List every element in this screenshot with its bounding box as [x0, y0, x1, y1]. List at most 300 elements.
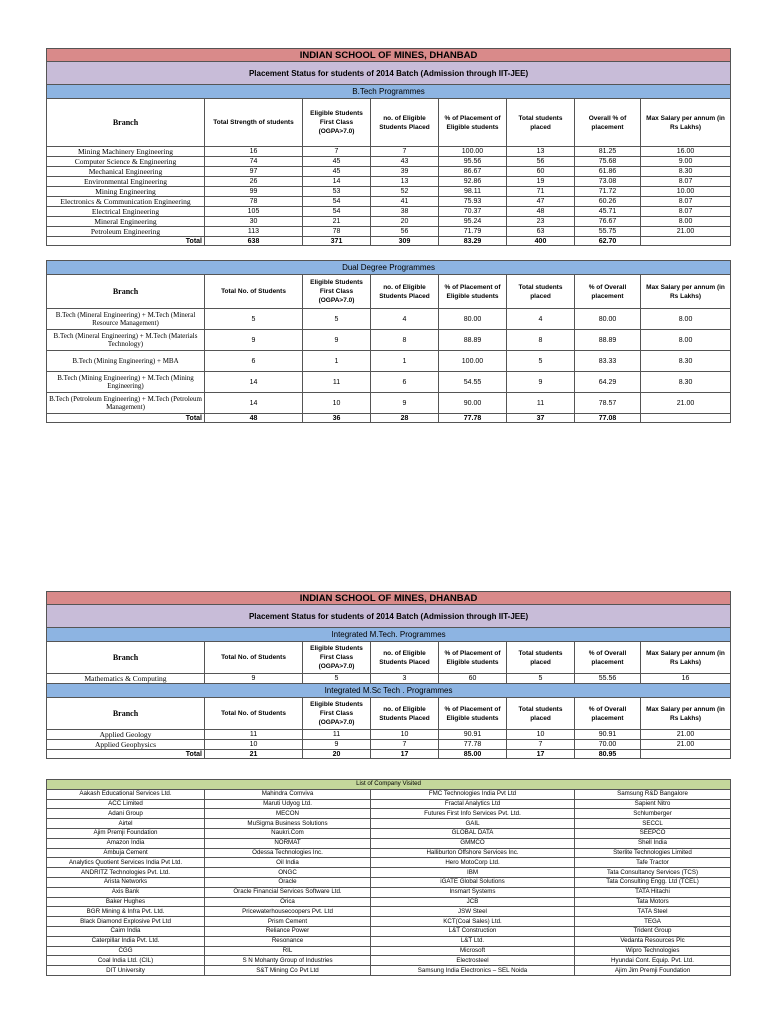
btech-section: [46, 48, 730, 246]
school-title: INDIAN SCHOOL OF MINES, DHANBAD: [47, 49, 731, 62]
table-cell: 100.00: [439, 147, 507, 157]
total-cell: 80.95: [575, 750, 641, 759]
company-row: [47, 887, 731, 897]
table-cell: 80.00: [575, 309, 641, 330]
table-cell: 8.30: [641, 167, 731, 177]
table-cell: JSW Steel: [371, 907, 575, 917]
table-cell: 26: [205, 177, 303, 187]
company-cell: Amazon India: [47, 838, 205, 848]
col-header: Eligible Students First Class (OGPA>7.0): [303, 99, 371, 147]
table-cell: 41: [371, 197, 439, 207]
table-cell: 5: [507, 351, 575, 372]
col-header: no. of Eligible Students Placed: [371, 698, 439, 730]
table-cell: 5: [303, 309, 371, 330]
table-cell: Prism Cement: [205, 917, 371, 927]
table-cell: S&T Mining Co Pvt Ltd: [205, 966, 371, 976]
company-cell: ACC Limited: [47, 799, 205, 809]
branch-cell: Electronics & Communication Engineering: [47, 197, 205, 207]
table-row: [47, 330, 731, 351]
table-cell: 8.00: [641, 330, 731, 351]
table-cell: Vedanta Resources Plc: [575, 936, 731, 946]
table-row: [47, 147, 731, 157]
col-header: % of Placement of Eligible students: [439, 642, 507, 674]
table-cell: Orica: [205, 897, 371, 907]
table-row: [47, 197, 731, 207]
total-cell: 21: [205, 750, 303, 759]
branch-cell: Petroleum Engineering: [47, 227, 205, 237]
table-cell: 10.00: [641, 187, 731, 197]
dual-total-row: [47, 414, 731, 423]
col-header: Branch: [47, 642, 205, 674]
total-cell: [641, 237, 731, 246]
total-label: Total: [47, 414, 205, 423]
table-cell: Wipro Technologies: [575, 946, 731, 956]
table-cell: 83.33: [575, 351, 641, 372]
company-cell: CGG: [47, 946, 205, 956]
table-cell: 13: [507, 147, 575, 157]
table-cell: FMC Technologies India Pvt Ltd: [371, 789, 575, 799]
col-header: Max Salary per annum (in Rs Lakhs): [641, 99, 731, 147]
branch-cell: B.Tech (Mineral Engineering) + M.Tech (Materials Technology): [47, 330, 205, 351]
table-cell: 7: [303, 147, 371, 157]
table-cell: KCT(Coal Sales) Ltd.: [371, 917, 575, 927]
table-row: [47, 309, 731, 330]
table-cell: TATA Steel: [575, 907, 731, 917]
branch-cell: Environmental Engineering: [47, 177, 205, 187]
table-cell: 19: [507, 177, 575, 187]
table-cell: GAIL: [371, 819, 575, 829]
table-row: [47, 167, 731, 177]
table-cell: 14: [205, 372, 303, 393]
btech-title: B.Tech Programmes: [47, 85, 731, 99]
company-cell: Analytics Quotient Services India Pvt Ltd.: [47, 858, 205, 868]
table-row: [47, 730, 731, 740]
table-cell: Shell India: [575, 838, 731, 848]
company-row: [47, 809, 731, 819]
table-cell: 60: [507, 167, 575, 177]
company-cell: Adani Group: [47, 809, 205, 819]
col-header: Total No. of Students: [205, 275, 303, 309]
table-row: [47, 187, 731, 197]
company-row: [47, 819, 731, 829]
table-cell: 60.26: [575, 197, 641, 207]
table-cell: 52: [371, 187, 439, 197]
table-cell: 5: [205, 309, 303, 330]
table-cell: 80.00: [439, 309, 507, 330]
table-cell: 54: [303, 197, 371, 207]
branch-cell: Applied Geophysics: [47, 740, 205, 750]
table-cell: 105: [205, 207, 303, 217]
table-cell: 47: [507, 197, 575, 207]
table-cell: Tata Consultancy Services (TCS): [575, 868, 731, 878]
table-cell: Naukri.Com: [205, 828, 371, 838]
table-cell: 53: [303, 187, 371, 197]
table-cell: 21.00: [641, 227, 731, 237]
imsc-title: Integrated M.Sc Tech . Programmes: [47, 684, 731, 698]
table-cell: Trident Group: [575, 926, 731, 936]
table-cell: 21: [303, 217, 371, 227]
company-row: [47, 917, 731, 927]
col-header: Eligible Students First Class (OGPA>7.0): [303, 642, 371, 674]
table-cell: 86.67: [439, 167, 507, 177]
company-row: [47, 858, 731, 868]
table-cell: 9: [205, 674, 303, 684]
table-cell: 4: [371, 309, 439, 330]
table-cell: 9: [303, 740, 371, 750]
table-row: [47, 372, 731, 393]
col-header: Total students placed: [507, 642, 575, 674]
table-cell: SECCL: [575, 819, 731, 829]
btech-table: [46, 48, 731, 246]
table-cell: 16: [205, 147, 303, 157]
dual-header-row: [47, 275, 731, 309]
table-cell: 99: [205, 187, 303, 197]
table-cell: 88.89: [575, 330, 641, 351]
company-cell: Ajim Premji Foundation: [47, 828, 205, 838]
table-row: [47, 393, 731, 414]
table-row: [47, 674, 731, 684]
table-cell: 8.30: [641, 351, 731, 372]
col-header: % of Overall placement: [575, 275, 641, 309]
table-cell: 78: [303, 227, 371, 237]
company-cell: Aakash Educational Services Ltd.: [47, 789, 205, 799]
table-cell: 64.29: [575, 372, 641, 393]
table-cell: 76.67: [575, 217, 641, 227]
table-cell: Resonance: [205, 936, 371, 946]
branch-cell: Computer Science & Engineering: [47, 157, 205, 167]
table-cell: 95.24: [439, 217, 507, 227]
total-cell: 638: [205, 237, 303, 246]
col-header: Max Salary per annum (in Rs Lakhs): [641, 642, 731, 674]
table-cell: Tafe Tractor: [575, 858, 731, 868]
table-cell: 8.00: [641, 217, 731, 227]
table-cell: L&T Construction: [371, 926, 575, 936]
total-cell: [641, 414, 731, 423]
btech-total-row: [47, 237, 731, 246]
table-cell: 8.07: [641, 177, 731, 187]
table-cell: 1: [303, 351, 371, 372]
branch-cell: Mining Machinery Engineering: [47, 147, 205, 157]
placement-subtitle-2: Placement Status for students of 2014 Batch (Admission through IIT-JEE): [47, 605, 731, 628]
company-cell: Baker Hughes: [47, 897, 205, 907]
integrated-section: [46, 591, 730, 759]
table-cell: Sterlite Technologies Limited: [575, 848, 731, 858]
table-cell: 55.56: [575, 674, 641, 684]
company-row: [47, 838, 731, 848]
table-cell: 11: [303, 372, 371, 393]
table-cell: MuSigma Business Solutions: [205, 819, 371, 829]
table-cell: L&T Ltd.: [371, 936, 575, 946]
integrated-table: [46, 591, 731, 759]
total-cell: 77.08: [575, 414, 641, 423]
total-cell: 17: [507, 750, 575, 759]
total-cell: 400: [507, 237, 575, 246]
table-cell: 10: [371, 730, 439, 740]
col-header: % of Overall placement: [575, 698, 641, 730]
table-cell: iGATE Global Solutions: [371, 877, 575, 887]
table-row: [47, 157, 731, 167]
table-cell: Microsoft: [371, 946, 575, 956]
table-cell: 8.07: [641, 197, 731, 207]
table-cell: 98.11: [439, 187, 507, 197]
table-cell: 7: [507, 740, 575, 750]
table-cell: JCB: [371, 897, 575, 907]
table-row: [47, 351, 731, 372]
company-cell: ANDRITZ Technologies Pvt. Ltd.: [47, 868, 205, 878]
table-cell: IBM: [371, 868, 575, 878]
company-cell: DIT University: [47, 966, 205, 976]
table-cell: 21.00: [641, 730, 731, 740]
table-cell: 5: [507, 674, 575, 684]
col-header: % of Placement of Eligible students: [439, 698, 507, 730]
col-header: Branch: [47, 99, 205, 147]
table-cell: Tata Consulting Engg. Ltd (TCEL): [575, 877, 731, 887]
table-cell: 81.25: [575, 147, 641, 157]
table-cell: Maruti Udyog Ltd.: [205, 799, 371, 809]
table-cell: 11: [507, 393, 575, 414]
table-cell: 8.30: [641, 372, 731, 393]
total-cell: 83.29: [439, 237, 507, 246]
table-cell: 6: [205, 351, 303, 372]
imtech-title: Integrated M.Tech. Programmes: [47, 628, 731, 642]
companies-section: [46, 779, 730, 976]
table-cell: 7: [371, 147, 439, 157]
company-row: [47, 897, 731, 907]
col-header: % of Overall placement: [575, 642, 641, 674]
table-cell: 8.00: [641, 309, 731, 330]
col-header: Eligible Students First Class (OGPA>7.0): [303, 275, 371, 309]
table-cell: 95.56: [439, 157, 507, 167]
table-cell: 9: [205, 330, 303, 351]
company-row: [47, 877, 731, 887]
table-cell: TEGA: [575, 917, 731, 927]
company-cell: Black Diamond Explosive Pvt Ltd: [47, 917, 205, 927]
table-cell: 9: [303, 330, 371, 351]
col-header: Total No. of Students: [205, 642, 303, 674]
company-row: [47, 868, 731, 878]
col-header: no. of Eligible Students Placed: [371, 99, 439, 147]
table-cell: 71: [507, 187, 575, 197]
table-cell: 10: [507, 730, 575, 740]
company-cell: Coal India Ltd. (CIL): [47, 956, 205, 966]
table-cell: 9.00: [641, 157, 731, 167]
table-cell: 5: [303, 674, 371, 684]
table-cell: Pricewaterhousecoopers Pvt. Ltd: [205, 907, 371, 917]
dual-table: [46, 260, 731, 423]
col-header: Total Strength of students: [205, 99, 303, 147]
company-row: [47, 828, 731, 838]
table-cell: Mahindra Comviva: [205, 789, 371, 799]
placement-subtitle: Placement Status for students of 2014 Batch (Admission through IIT-JEE): [47, 62, 731, 85]
total-cell: 77.78: [439, 414, 507, 423]
table-cell: TATA Hitachi: [575, 887, 731, 897]
table-row: [47, 217, 731, 227]
table-cell: 90.91: [575, 730, 641, 740]
company-cell: Axis Bank: [47, 887, 205, 897]
table-cell: Fractal Analytics Ltd: [371, 799, 575, 809]
table-cell: 21.00: [641, 740, 731, 750]
company-row: [47, 907, 731, 917]
table-cell: 11: [205, 730, 303, 740]
imsc-total-row: [47, 750, 731, 759]
col-header: Total students placed: [507, 698, 575, 730]
table-cell: Oracle Financial Services Software Ltd.: [205, 887, 371, 897]
table-cell: 16: [641, 674, 731, 684]
table-cell: 97: [205, 167, 303, 177]
col-header: Overall % of placement: [575, 99, 641, 147]
table-cell: 56: [507, 157, 575, 167]
table-cell: 100.00: [439, 351, 507, 372]
branch-cell: Mineral Engineering: [47, 217, 205, 227]
branch-cell: Mining Engineering: [47, 187, 205, 197]
table-cell: 9: [371, 393, 439, 414]
table-cell: Electrosteel: [371, 956, 575, 966]
table-cell: NORMAT: [205, 838, 371, 848]
table-cell: Samsung India Electronics – SEL Noida: [371, 966, 575, 976]
table-cell: 55.75: [575, 227, 641, 237]
company-row: [47, 936, 731, 946]
table-cell: 90.00: [439, 393, 507, 414]
company-row: [47, 848, 731, 858]
table-cell: 10: [303, 393, 371, 414]
company-cell: BGR Mining & Infra Pvt. Ltd.: [47, 907, 205, 917]
table-cell: 3: [371, 674, 439, 684]
table-cell: 30: [205, 217, 303, 227]
company-cell: Ambuja Cement: [47, 848, 205, 858]
col-header: Total No. of Students: [205, 698, 303, 730]
col-header: Max Salary per annum (in Rs Lakhs): [641, 275, 731, 309]
total-cell: 17: [371, 750, 439, 759]
company-row: [47, 946, 731, 956]
col-header: Total students placed: [507, 99, 575, 147]
table-cell: 20: [371, 217, 439, 227]
company-row: [47, 799, 731, 809]
branch-cell: Applied Geology: [47, 730, 205, 740]
table-cell: 8: [507, 330, 575, 351]
table-cell: Hyundai Cont. Equip. Pvt. Ltd.: [575, 956, 731, 966]
table-cell: MECON: [205, 809, 371, 819]
total-cell: [641, 750, 731, 759]
total-cell: 371: [303, 237, 371, 246]
table-cell: RIL: [205, 946, 371, 956]
table-cell: Odessa Technologies Inc.: [205, 848, 371, 858]
company-cell: Airtel: [47, 819, 205, 829]
table-cell: 38: [371, 207, 439, 217]
table-cell: 78: [205, 197, 303, 207]
branch-cell: B.Tech (Mineral Engineering) + M.Tech (Mineral Resource Management): [47, 309, 205, 330]
table-cell: Oil India: [205, 858, 371, 868]
table-cell: 54.55: [439, 372, 507, 393]
table-cell: 92.86: [439, 177, 507, 187]
table-cell: 6: [371, 372, 439, 393]
table-cell: 21.00: [641, 393, 731, 414]
branch-cell: B.Tech (Mining Engineering) + MBA: [47, 351, 205, 372]
table-cell: Ajim Jim Premji Foundation: [575, 966, 731, 976]
table-cell: 88.89: [439, 330, 507, 351]
table-cell: GLOBAL DATA: [371, 828, 575, 838]
table-cell: 78.57: [575, 393, 641, 414]
col-header: no. of Eligible Students Placed: [371, 275, 439, 309]
table-cell: 43: [371, 157, 439, 167]
table-cell: 56: [371, 227, 439, 237]
table-cell: 4: [507, 309, 575, 330]
table-cell: Halliburton Offshore Services Inc.: [371, 848, 575, 858]
table-cell: S N Mohanty Group of Industries: [205, 956, 371, 966]
col-header: Branch: [47, 698, 205, 730]
table-cell: 71.79: [439, 227, 507, 237]
company-cell: Caterpillar India Pvt. Ltd.: [47, 936, 205, 946]
table-cell: 70.00: [575, 740, 641, 750]
table-cell: 14: [303, 177, 371, 187]
table-cell: 61.86: [575, 167, 641, 177]
imsc-header-row: [47, 698, 731, 730]
table-cell: 60: [439, 674, 507, 684]
table-cell: 63: [507, 227, 575, 237]
table-cell: Tata Motors: [575, 897, 731, 907]
company-row: [47, 926, 731, 936]
col-header: Branch: [47, 275, 205, 309]
table-cell: 45: [303, 167, 371, 177]
companies-table: [46, 779, 731, 976]
total-cell: 37: [507, 414, 575, 423]
table-cell: 48: [507, 207, 575, 217]
table-cell: 75.93: [439, 197, 507, 207]
table-cell: 70.37: [439, 207, 507, 217]
table-cell: 45.71: [575, 207, 641, 217]
table-cell: 71.72: [575, 187, 641, 197]
table-cell: ONGC: [205, 868, 371, 878]
col-header: Total students placed: [507, 275, 575, 309]
table-cell: 16.00: [641, 147, 731, 157]
table-cell: Insmart Systems: [371, 887, 575, 897]
table-cell: 9: [507, 372, 575, 393]
branch-cell: B.Tech (Mining Engineering) + M.Tech (Mining Engineering): [47, 372, 205, 393]
table-cell: 45: [303, 157, 371, 167]
table-cell: 77.78: [439, 740, 507, 750]
table-cell: 23: [507, 217, 575, 227]
table-cell: 74: [205, 157, 303, 167]
table-cell: 39: [371, 167, 439, 177]
table-cell: 54: [303, 207, 371, 217]
table-cell: 90.91: [439, 730, 507, 740]
total-label: Total: [47, 237, 205, 246]
company-row: [47, 789, 731, 799]
table-cell: SEEPCO: [575, 828, 731, 838]
table-cell: 75.68: [575, 157, 641, 167]
table-row: [47, 177, 731, 187]
table-cell: Reliance Power: [205, 926, 371, 936]
branch-cell: Mechanical Engineering: [47, 167, 205, 177]
companies-title: List of Company Visited: [47, 780, 731, 790]
table-cell: 13: [371, 177, 439, 187]
company-row: [47, 966, 731, 976]
company-cell: Cairn India: [47, 926, 205, 936]
table-cell: Schlumberger: [575, 809, 731, 819]
total-cell: 309: [371, 237, 439, 246]
dual-section: [46, 260, 730, 423]
table-cell: GMMCO: [371, 838, 575, 848]
total-cell: 28: [371, 414, 439, 423]
total-cell: 62.70: [575, 237, 641, 246]
col-header: no. of Eligible Students Placed: [371, 642, 439, 674]
company-row: [47, 956, 731, 966]
school-title-2: INDIAN SCHOOL OF MINES, DHANBAD: [47, 592, 731, 605]
table-cell: 7: [371, 740, 439, 750]
col-header: Eligible Students First Class (OGPA>7.0): [303, 698, 371, 730]
branch-cell: Mathematics & Computing: [47, 674, 205, 684]
table-cell: 10: [205, 740, 303, 750]
table-cell: 113: [205, 227, 303, 237]
